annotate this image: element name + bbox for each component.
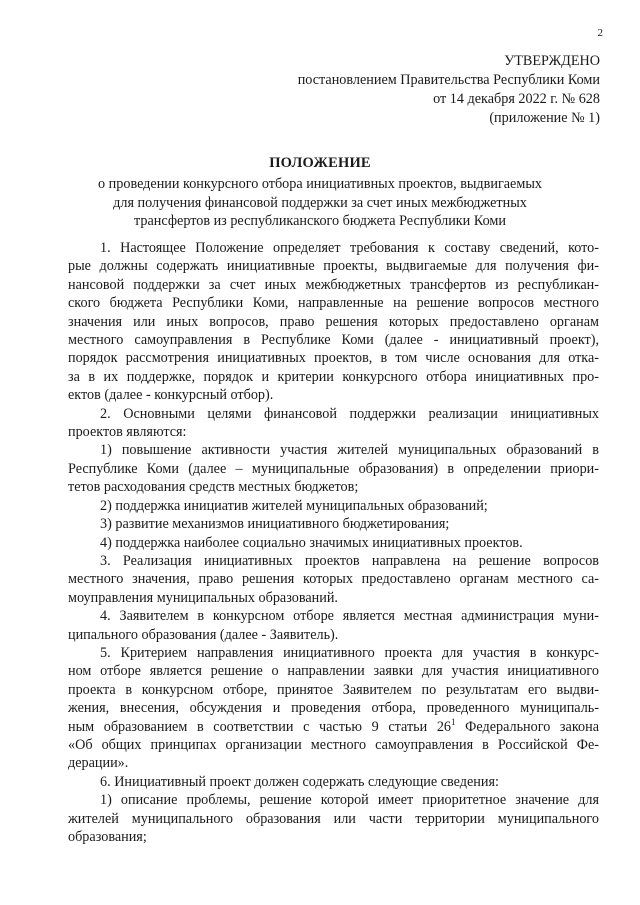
document-title: ПОЛОЖЕНИЕ	[269, 155, 371, 171]
document-body	[68, 239, 599, 846]
approval-heading: УТВЕРЖДЕНО	[504, 53, 600, 69]
approval-date: от 14 декабря 2022 г. № 628	[433, 91, 600, 107]
text-line: Республике Коми (далее – муниципальные образования) в определении приори-	[68, 460, 599, 477]
text-line: образования;	[68, 829, 147, 845]
text-line: проектов являются:	[68, 424, 187, 441]
text-line: местного значения, право решения которых предоставлено органам местного са-	[68, 571, 599, 588]
text-line: 3. Реализация инициативных проектов направлена на решение вопросов	[100, 552, 599, 569]
page-number: 2	[597, 27, 603, 39]
superscript: 1	[451, 716, 456, 727]
text-line: ципального образования (далее - Заявитель).	[68, 626, 339, 643]
text-line: жителей муниципального образования или части территории муниципального	[68, 810, 599, 827]
text-line: ектов (далее - конкурсный отбор).	[68, 387, 274, 404]
text-line: 2) поддержка инициатив жителей муниципальных образований;	[100, 497, 488, 514]
text-line: дерации».	[68, 755, 129, 772]
text-line: проекта в конкурсном отборе, принятое Заявителем по результатам его выдви-	[68, 681, 599, 698]
text-line: рые должны содержать инициативные проекты, выдвигаемые для получения фи-	[68, 258, 599, 275]
text-line: 2. Основными целями финансовой поддержки реализации инициативных	[100, 405, 599, 422]
text-line: 4. Заявителем в конкурсном отборе является местная администрация муни-	[100, 608, 599, 625]
text-fragment: Федерального закона	[455, 718, 599, 735]
text-line: нансовой поддержки за счет иных межбюджетных трансфертов из республикан-	[68, 276, 599, 293]
subtitle-line: для получения финансовой поддержки за счет иных межбюджетных	[113, 194, 527, 211]
text-line: «Об общих принципах организации местного самоуправления в Российской Фе-	[68, 736, 599, 753]
text-line: жения, внесения, обсуждения и проведения отбора, проведенного муниципаль-	[68, 700, 599, 717]
text-line: 5. Критерием направления инициативного проекта для участия в конкурс-	[100, 644, 599, 661]
text-line: за в их поддержке, порядок и критерии конкурсного отбора инициативных про-	[68, 368, 599, 385]
text-line: 3) развитие механизмов инициативного бюджетирования;	[100, 516, 450, 533]
text-fragment: ным образованием в соответствии с частью 9 статьи 26	[68, 718, 452, 735]
approval-stamp	[298, 52, 600, 128]
text-line: местного самоуправления в Республике Коми (далее - инициативный проект),	[68, 332, 599, 349]
text-line: 1) описание проблемы, решение которой имеет приоритетное значение для	[100, 792, 599, 809]
document-subtitle	[0, 175, 640, 231]
text-line: порядок рассмотрения инициативных проектов, в том числе основания для отка-	[68, 350, 599, 367]
text-line: 4) поддержка наиболее социально значимых инициативных проектов.	[100, 534, 523, 551]
approval-decree: постановлением Правительства Республики Коми	[297, 72, 600, 88]
text-line: 1. Настоящее Положение определяет требования к составу сведений, кото-	[100, 240, 599, 256]
approval-appendix: (приложение № 1)	[489, 110, 600, 126]
text-line: ского бюджета Республики Коми, направленные на решение вопросов местного	[68, 295, 599, 312]
text-line: 6. Инициативный проект должен содержать следующие сведения:	[100, 773, 499, 790]
text-line: ном отборе является решение о направлении заявки для участия инициативного	[68, 663, 599, 680]
subtitle-line: трансфертов из республиканского бюджета Республики Коми	[134, 213, 506, 229]
text-line	[68, 718, 599, 736]
text-line: значения или иных вопросов, право решения которых предоставлено органам	[68, 313, 599, 330]
text-line: тетов расходования средств местных бюджетов;	[68, 479, 359, 496]
text-line: моуправления муниципальных образований.	[68, 589, 338, 606]
text-line: 1) повышение активности участия жителей муниципальных образований в	[100, 442, 599, 459]
subtitle-line: о проведении конкурсного отбора инициативных проектов, выдвигаемых	[98, 176, 542, 192]
